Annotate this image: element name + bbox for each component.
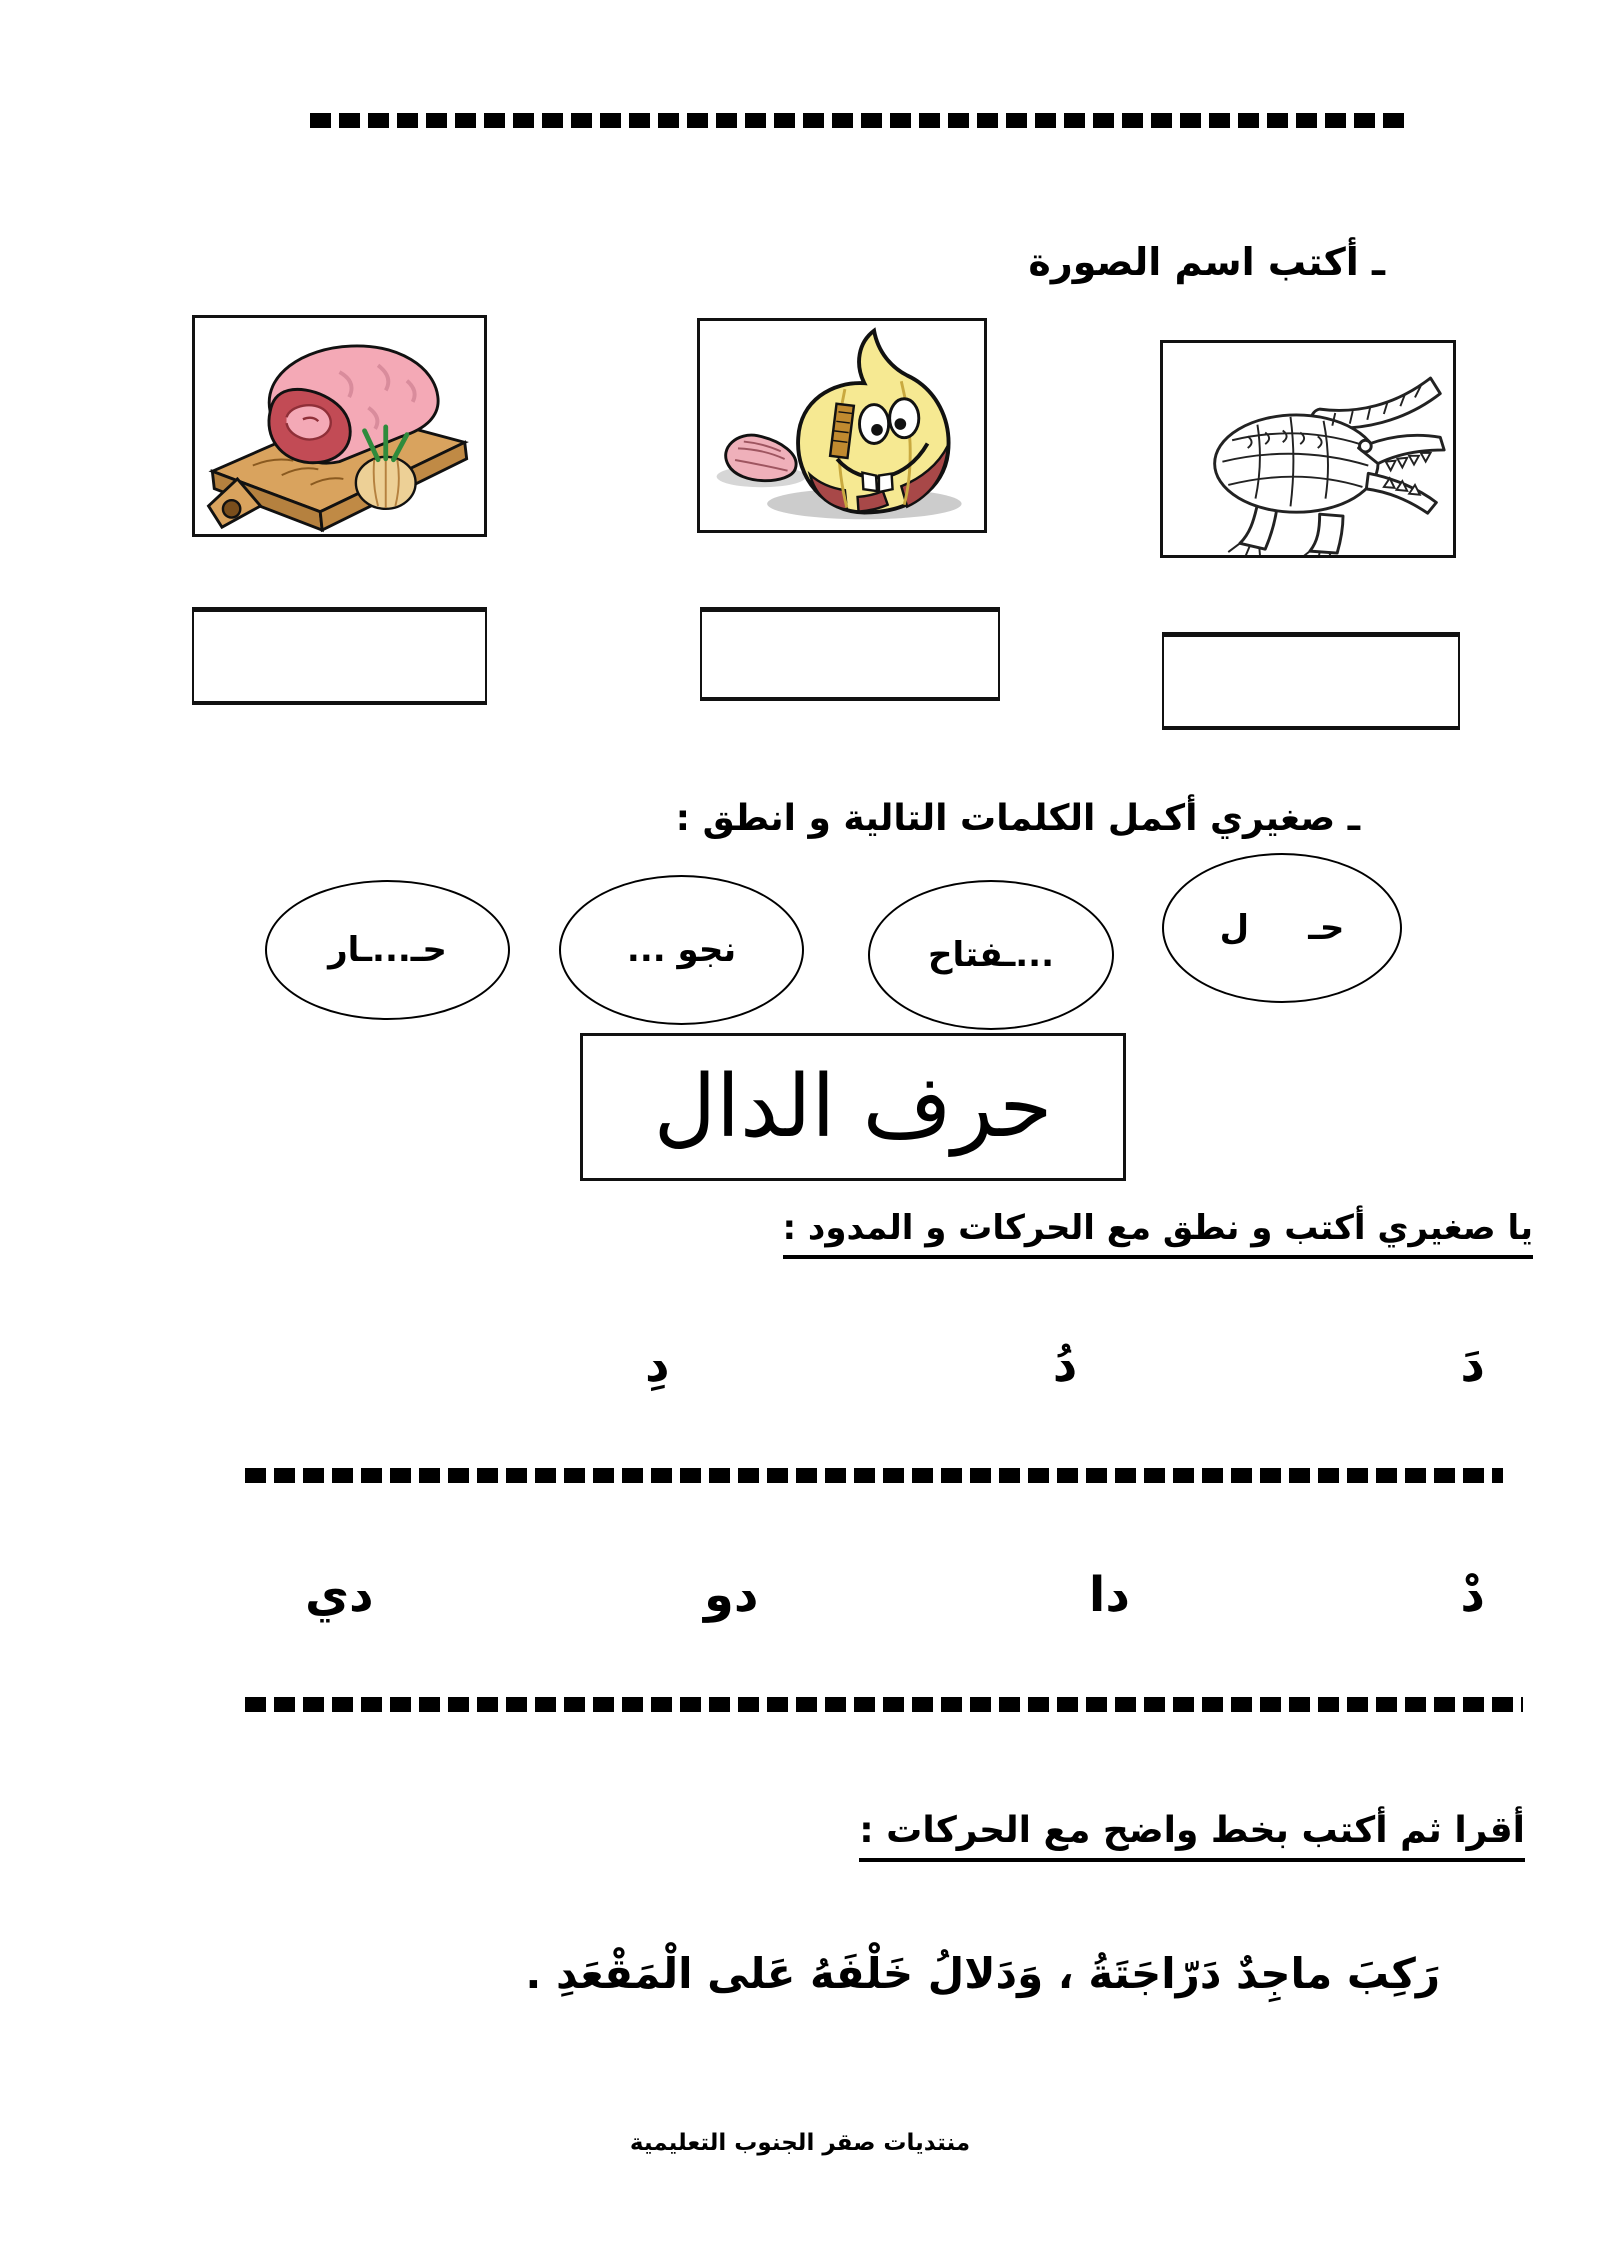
answer-box-3[interactable]	[1162, 632, 1460, 730]
syllable-da: دا	[1088, 1566, 1130, 1623]
letter-dal-kasra: دِ	[645, 1337, 670, 1393]
oval-word-2-text: ...ـفتاح	[928, 935, 1054, 975]
oval-word-2	[868, 880, 1114, 1030]
answer-box-1[interactable]	[192, 607, 487, 705]
practice-sentence: رَكِبَ ماجِدٌ دَرّاجَتَةُ ، وَدَلالُ خَلْفَهُ عَلى الْمَقْعَدِ .	[525, 1949, 1440, 1998]
top-dashed-line	[310, 113, 1405, 128]
dashed-line-1	[245, 1468, 1503, 1483]
answer-box-2[interactable]	[700, 607, 1000, 701]
oval-word-4-text: حـ...ـار	[328, 930, 447, 970]
syllable-du: دو	[704, 1566, 759, 1623]
crocodile-icon	[1163, 343, 1453, 555]
dashed-line-2	[245, 1697, 1523, 1712]
oval-word-4	[265, 880, 510, 1020]
smiling-garlic-icon	[700, 321, 984, 530]
letter-dal-sukun: دْ	[1460, 1566, 1485, 1623]
oval-word-1-text: حـ ل	[1219, 908, 1345, 948]
meat-on-cutting-board-icon	[195, 318, 484, 534]
letter-dal-title-text: حرف الدال	[653, 1057, 1053, 1157]
letter-dal-damma: دُ	[1052, 1337, 1078, 1393]
pictures-heading: ـ أكتب اسم الصورة	[1028, 240, 1385, 284]
meat-image-frame	[192, 315, 487, 537]
harakat-heading: يا صغيري أكتب و نطق مع الحركات و المدود :	[783, 1208, 1534, 1259]
oval-word-3	[559, 875, 804, 1025]
garlic-image-frame	[697, 318, 987, 533]
oval-word-1	[1162, 853, 1402, 1003]
crocodile-image-frame	[1160, 340, 1456, 558]
letter-dal-fatha: دَ	[1460, 1337, 1485, 1393]
letter-dal-title-box	[580, 1033, 1126, 1181]
read-write-heading: أقرا ثم أكتب بخط واضح مع الحركات :	[859, 1810, 1525, 1862]
complete-words-heading: ـ صغيري أكمل الكلمات التالية و انطق :	[675, 798, 1360, 839]
syllable-di: دي	[305, 1566, 374, 1623]
footer-text: منتديات صقر الجنوب التعليمية	[629, 2130, 971, 2156]
harakat-row-1	[645, 1325, 1485, 1405]
harakat-row-2	[305, 1552, 1485, 1637]
oval-word-3-text: نجو ...	[626, 930, 737, 970]
